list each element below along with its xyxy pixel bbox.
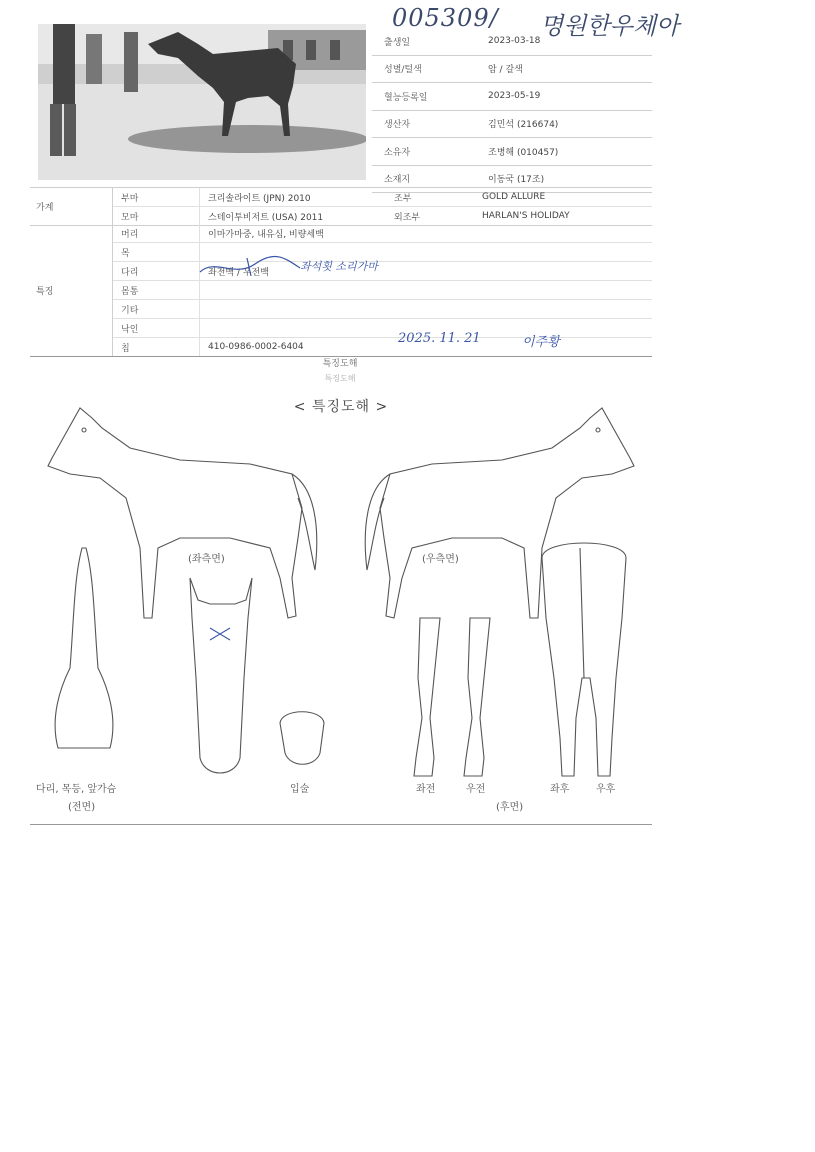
info-value: 조병해 (010457) — [488, 147, 559, 158]
info-row — [372, 83, 652, 111]
feature-value: 410-0986-0002-6404 — [208, 342, 304, 352]
diagram-title-faint: 특징도해 — [324, 374, 356, 383]
handwritten-date: 2025. 11. 21 — [398, 331, 481, 346]
info-row — [372, 28, 652, 56]
neck-underside-outline — [55, 548, 113, 748]
feature-value: 좌전백 / 우전백 — [208, 267, 269, 278]
header-name: 명원한우체아 — [540, 12, 680, 40]
diagram-title-small: 특징도해 — [322, 359, 358, 369]
pedigree-category: 가계 — [30, 188, 113, 225]
info-label: 생산자 — [384, 120, 411, 131]
dam-row — [113, 207, 652, 225]
rear-view-label: (후면) — [496, 802, 524, 813]
left-side-label: (좌측면) — [188, 554, 225, 565]
feature-row — [113, 243, 652, 262]
damsire-value: HARLAN'S HOLIDAY — [482, 211, 570, 221]
grandsire-label: 조부 — [394, 193, 412, 204]
horse-photo — [38, 24, 366, 180]
feature-row — [113, 300, 652, 319]
left-front-label: 좌전 — [416, 784, 436, 795]
horse-outline-drawings — [30, 378, 652, 824]
feature-value: 이마가마중, 내유심, 비량세백 — [208, 229, 324, 240]
info-row — [372, 111, 652, 139]
damsire-label: 외조부 — [394, 212, 421, 223]
info-label: 혈능등록일 — [384, 92, 428, 103]
front-view-label: 다리, 목등, 앞가슴 — [36, 784, 117, 795]
info-row — [372, 56, 652, 84]
info-row — [372, 138, 652, 166]
pedigree-table — [30, 187, 652, 226]
info-label: 출생일 — [384, 37, 411, 48]
info-table — [372, 28, 652, 193]
feature-label: 목 — [113, 243, 200, 261]
feature-label: 몸통 — [113, 281, 200, 299]
pedigree-group — [30, 188, 652, 226]
feature-row — [113, 319, 652, 338]
horse-photo-illustration — [38, 24, 366, 180]
feature-label: 칩 — [113, 338, 200, 356]
info-label: 소재지 — [384, 175, 411, 186]
header-number: 005309/ — [392, 4, 499, 32]
feature-label: 다리 — [113, 262, 200, 280]
info-value: 2023-03-18 — [488, 36, 541, 47]
muzzle-outline — [280, 712, 324, 765]
dam-label: 모마 — [113, 207, 200, 225]
right-hind-label: 우후 — [596, 784, 616, 795]
info-label: 성별/털색 — [384, 65, 422, 76]
feature-row — [113, 281, 652, 300]
front-legs-outline — [414, 618, 490, 776]
sire-value: 크리솔라이트 (JPN) 2010 — [208, 193, 311, 204]
info-label: 소유자 — [384, 147, 411, 158]
features-category: 특징 — [30, 224, 113, 356]
left-hind-label: 좌후 — [550, 784, 570, 795]
handwritten-signer: 이주황 — [522, 335, 560, 350]
right-side-label: (우측면) — [422, 554, 459, 565]
feature-label: 기타 — [113, 300, 200, 318]
feature-row — [113, 224, 652, 243]
diagram-heading: < 특징도해 > — [293, 399, 389, 415]
signature-scribble — [195, 254, 305, 280]
feature-row — [113, 338, 652, 356]
grandsire-value: GOLD ALLURE — [482, 192, 546, 202]
sire-label: 부마 — [113, 188, 200, 206]
legs-handwritten-note: 좌석횟 소리가마 — [300, 260, 378, 273]
sire-row — [113, 188, 652, 207]
head-front-outline — [190, 578, 252, 773]
info-value: 2023-05-19 — [488, 91, 541, 102]
info-value: 김민석 (216674) — [488, 120, 559, 131]
muzzle-label: 입술 — [290, 784, 310, 795]
left-side-horse-outline — [48, 408, 317, 618]
feature-label: 머리 — [113, 224, 200, 242]
feature-label: 낙인 — [113, 319, 200, 337]
right-side-horse-outline — [365, 408, 634, 618]
rear-view-outline — [542, 543, 626, 776]
feature-row — [113, 262, 652, 281]
front-view-sublabel: (전면) — [68, 802, 96, 813]
right-front-label: 우전 — [466, 784, 486, 795]
info-value: 암 / 갈색 — [488, 65, 523, 76]
marking-diagram — [30, 378, 652, 825]
info-value: 이동국 (17조) — [488, 175, 545, 186]
dam-value: 스테이투비저트 (USA) 2011 — [208, 212, 324, 223]
